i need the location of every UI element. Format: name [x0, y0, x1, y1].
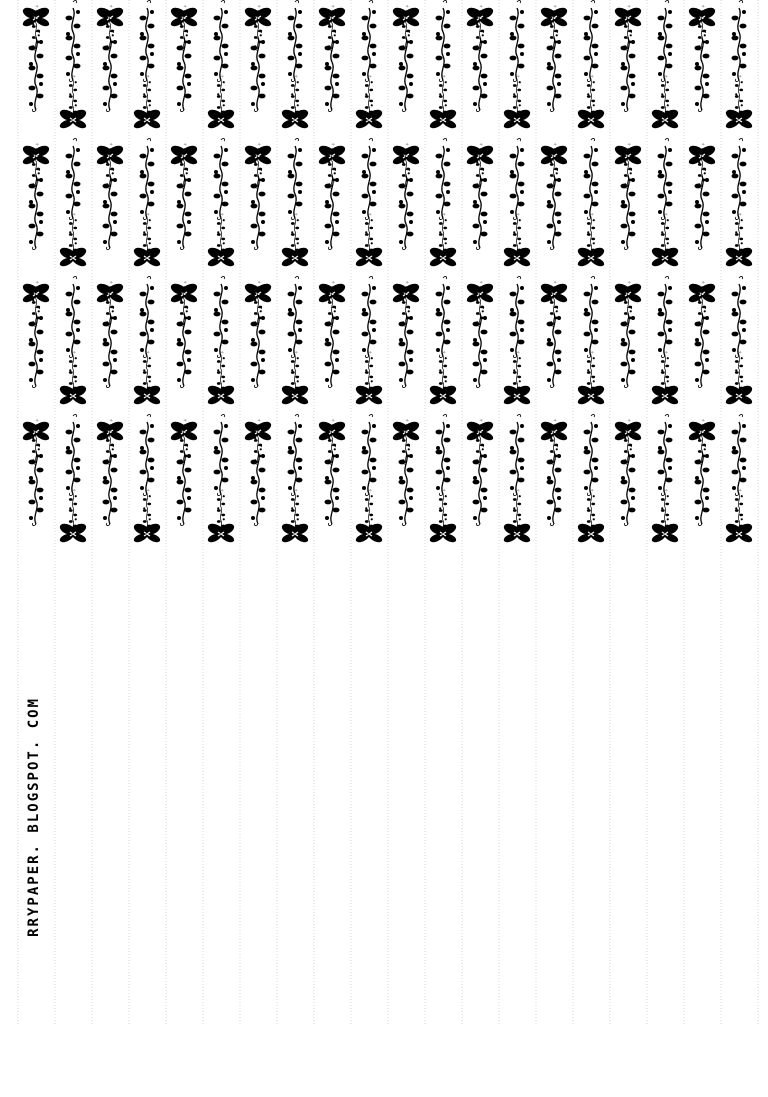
pattern-tile [282, 0, 308, 128]
pattern-tile [430, 414, 456, 542]
flower-vine-icon [436, 0, 451, 81]
pattern-tile [652, 414, 678, 542]
pattern-tile [652, 276, 678, 404]
pattern-tile [134, 414, 160, 542]
pattern-tile [60, 276, 86, 404]
flower-vine-icon [732, 138, 747, 219]
pattern-tile [23, 144, 49, 250]
pattern-tile [356, 138, 382, 266]
pattern-tile [208, 138, 234, 266]
flower-vine-icon [658, 0, 673, 81]
flower-vine-icon [214, 414, 229, 495]
pattern-tile [689, 6, 715, 112]
pattern-tile [208, 414, 234, 542]
flower-vine-icon [66, 414, 81, 495]
flower-vine-icon [510, 414, 525, 495]
pattern-tile [615, 6, 641, 112]
flower-vine-icon [66, 0, 81, 81]
pattern-tile [319, 420, 345, 526]
pattern-tile [171, 282, 197, 388]
flower-vine-icon [362, 138, 377, 219]
flower-vine-icon [436, 138, 451, 219]
flower-vine-icon [288, 414, 303, 495]
pattern-tile [319, 282, 345, 388]
pattern-tile [282, 414, 308, 542]
pattern-tile [689, 420, 715, 526]
pattern-tile [504, 276, 530, 404]
flower-vine-icon [66, 276, 81, 357]
flower-vine-icon [732, 0, 747, 81]
pattern-tile [60, 0, 86, 128]
flower-vine-icon [288, 0, 303, 81]
pattern-tile [541, 144, 567, 250]
pattern-tile [541, 6, 567, 112]
pattern-tile [171, 144, 197, 250]
pattern-tile [578, 0, 604, 128]
flower-vine-icon [584, 138, 599, 219]
pattern-tile [97, 144, 123, 250]
pattern-tile [652, 0, 678, 128]
pattern-tile [578, 414, 604, 542]
pattern-tile [208, 276, 234, 404]
pattern-tile [467, 420, 493, 526]
pattern-tile [356, 276, 382, 404]
pattern-tile [467, 144, 493, 250]
pattern-tile [171, 420, 197, 526]
flower-vine-icon [584, 414, 599, 495]
pattern-tile [319, 144, 345, 250]
flower-vine-icon [288, 138, 303, 219]
pattern-tile [726, 0, 752, 128]
pattern-tile [393, 420, 419, 526]
pattern-tile [97, 420, 123, 526]
pattern-tile [171, 6, 197, 112]
flower-vine-icon [214, 0, 229, 81]
pattern-tile [578, 276, 604, 404]
pattern-tile [245, 144, 271, 250]
pattern-tile [356, 414, 382, 542]
pattern-tile [541, 282, 567, 388]
pattern-tile [726, 138, 752, 266]
flower-vine-icon [658, 138, 673, 219]
pattern-tile [97, 6, 123, 112]
pattern-tile [504, 414, 530, 542]
flower-vine-icon [140, 414, 155, 495]
pattern-tile [615, 144, 641, 250]
pattern-tile [282, 276, 308, 404]
pattern-tile [60, 414, 86, 542]
pattern-tile [393, 6, 419, 112]
pattern-tile [134, 0, 160, 128]
pattern-tile [541, 420, 567, 526]
pattern-tile [504, 0, 530, 128]
pattern-tile [430, 276, 456, 404]
flower-vine-icon [66, 138, 81, 219]
flower-vine-icon [362, 0, 377, 81]
pattern-tile [97, 282, 123, 388]
pattern-tile [467, 6, 493, 112]
pattern-tile [652, 138, 678, 266]
pattern-tile [615, 282, 641, 388]
flower-vine-icon [214, 276, 229, 357]
flower-vine-icon [362, 276, 377, 357]
pattern-grid [18, 0, 758, 552]
pattern-tile [578, 138, 604, 266]
flower-vine-icon [436, 276, 451, 357]
pattern-tile [319, 6, 345, 112]
pattern-tile [134, 138, 160, 266]
flower-vine-icon [140, 0, 155, 81]
flower-vine-icon [510, 276, 525, 357]
flower-vine-icon [436, 414, 451, 495]
pattern-tile [504, 138, 530, 266]
pattern-tile [208, 0, 234, 128]
flower-vine-icon [510, 138, 525, 219]
pattern-tile [356, 0, 382, 128]
pattern-tile [467, 282, 493, 388]
pattern-tile [60, 138, 86, 266]
flower-vine-icon [658, 276, 673, 357]
pattern-tile [134, 276, 160, 404]
pattern-tile [393, 144, 419, 250]
pattern-tile [23, 282, 49, 388]
pattern-tile [726, 276, 752, 404]
pattern-tile [245, 282, 271, 388]
pattern-tile [245, 420, 271, 526]
pattern-tile [430, 0, 456, 128]
flower-vine-icon [732, 276, 747, 357]
flower-vine-icon [140, 276, 155, 357]
pattern-tile [393, 282, 419, 388]
flower-vine-icon [288, 276, 303, 357]
pattern-tile [23, 420, 49, 526]
pattern-tile [689, 282, 715, 388]
pattern-tile [726, 414, 752, 542]
pattern-tile [282, 138, 308, 266]
pattern-tile [689, 144, 715, 250]
pattern-tile [615, 420, 641, 526]
site-watermark: RRYPAPER. BLOGSPOT. COM [26, 697, 42, 937]
flower-vine-icon [510, 0, 525, 81]
flower-vine-icon [658, 414, 673, 495]
flower-vine-icon [214, 138, 229, 219]
flower-vine-icon [584, 0, 599, 81]
pattern-tile [430, 138, 456, 266]
flower-vine-icon [584, 276, 599, 357]
flower-vine-icon [140, 138, 155, 219]
pattern-tile [245, 6, 271, 112]
pattern-tile [23, 6, 49, 112]
flower-vine-icon [362, 414, 377, 495]
flower-vine-icon [732, 414, 747, 495]
